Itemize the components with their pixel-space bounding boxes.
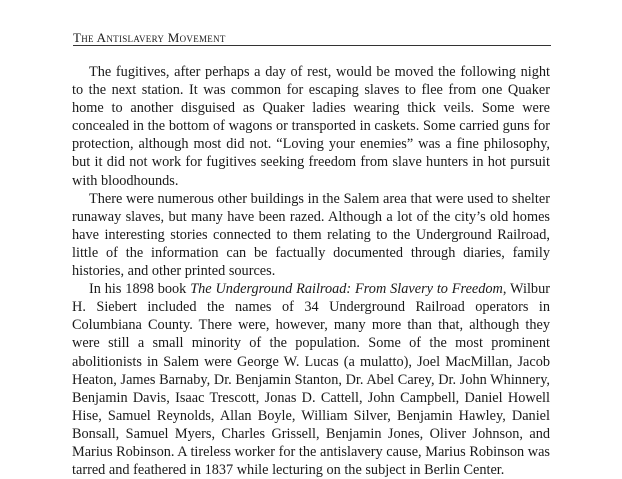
header-rule bbox=[73, 45, 551, 46]
paragraph-fugitives: The fugitives, after perhaps a day of rest, would be moved the following night to the next station. It was common for escaping slaves to flee from one Quaker home to another disguised as Quaker ladies wearing thick veils. Some were concealed in the bottom of wagons or transported in caskets. Some carried guns for protection, although most did not. “Loving your enemies” was a fine philosophy, but it did not work for fugitives seeking freedom from slave hunters in hot pursuit with bloodhounds. bbox=[72, 64, 550, 189]
running-header bbox=[73, 31, 551, 45]
running-header-title: The Antislavery Movement bbox=[73, 30, 226, 45]
paragraph-siebert-book bbox=[72, 280, 550, 479]
paragraph-siebert-text: , Wilbur H. Siebert included the names of 34 Underground Railroad operators in Columbiana County. There were, however, many more than that, although they were still a small minority of the population. Some of the most prominent abolitionists in Salem were George W. Lucas (a mulatto), Joel MacMillan, Jacob Heaton, James Barnaby, Dr. Benjamin Stanton, Dr. Abel Carey, Dr. John Whinnery, Benjamin Davis, Isaac Trescott, Jonas D. Cattell, John Campbell, Daniel Howell Hise, Samuel Reynolds, Allan Boyle, William Silver, Benjamin Hawley, Daniel Bonsall, Samuel Myers, Charles Grissell, Benjamin Jones, Oliver Johnson, and Marius Robinson. A tireless worker for the antislavery cause, Marius Robinson was tarred and feathered in 1837 while lecturing on the subject in Berlin Center. bbox=[72, 281, 550, 479]
body-text bbox=[72, 63, 550, 479]
book-title: The Underground Railroad: From Slavery to Freedom bbox=[190, 281, 503, 298]
paragraph-salem-buildings: There were numerous other buildings in the Salem area that were used to shelter runaway slaves, but many have been razed. Although a lot of the city’s old homes have interesting stories connected to them relating to the Underground Railroad, little of the information can be factually documented through diaries, family histories, and other printed sources. bbox=[72, 190, 550, 280]
paragraph-siebert-intro: In his 1898 book bbox=[89, 281, 191, 298]
